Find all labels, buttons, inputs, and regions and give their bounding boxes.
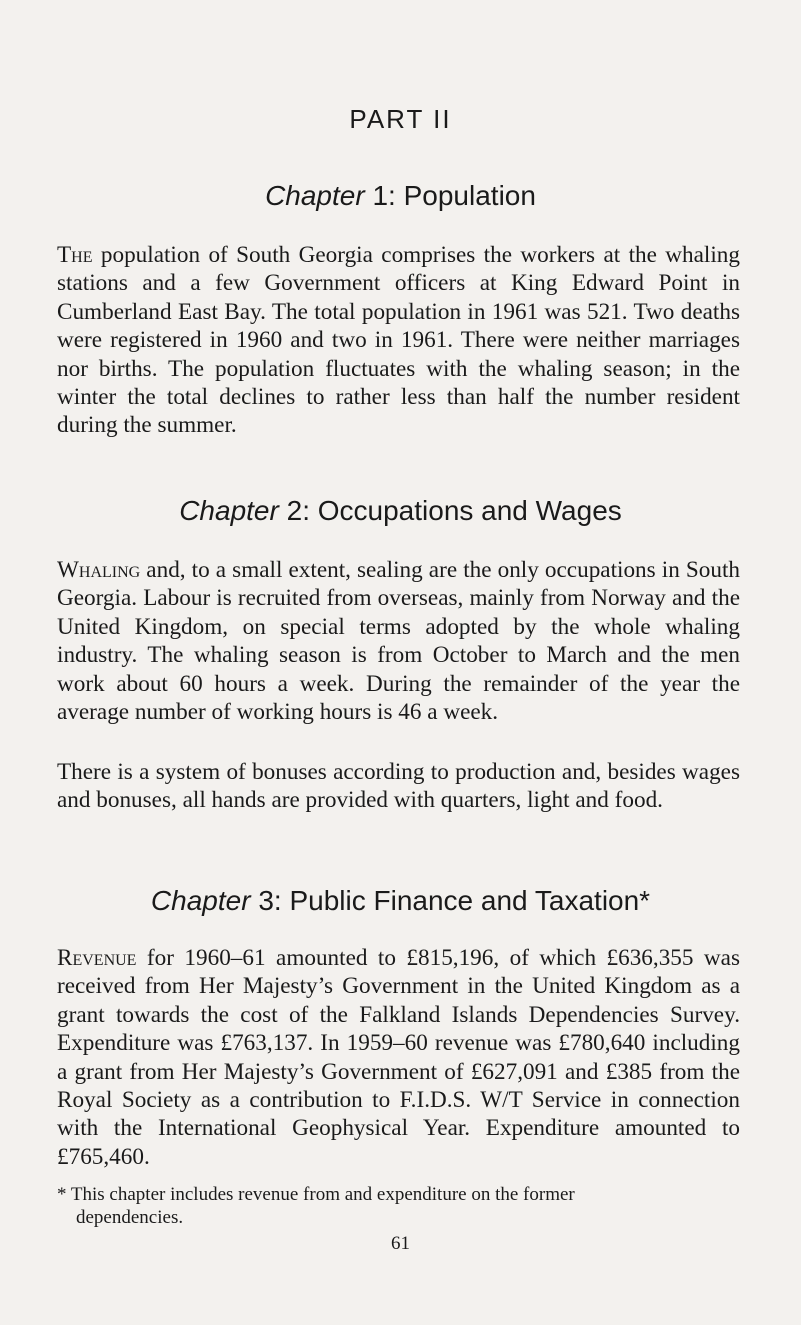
chapter-2-paragraph-2: There is a system of bonuses according to production and, besides wages and bonuses, all hands are provided with quarters, light and food. [57, 759, 740, 814]
chapter-1-paragraph-1-text: population of South Georgia comprises the workers at the whaling stations and a few Government officers at King Edward Point in Cumberland East Bay. The total population in 1961 was 521. Two deaths were registered in 1960 and two in 1961. There were neither marriages nor births. The population fluctuates with the whaling season; in the winter the total declines to rather less than half the number resident during the summer. [57, 242, 740, 439]
chapter-1-prefix: Chapter [265, 180, 365, 211]
chapter-1-paragraph-1 [57, 241, 740, 440]
part-heading: PART II [349, 104, 452, 134]
footnote [57, 1183, 740, 1229]
chapter-3-paragraph-1 [57, 944, 740, 1171]
chapter-3-heading [0, 885, 801, 917]
chapter-2-prefix: Chapter [179, 495, 279, 526]
chapter-2-paragraph-1-lead: Whaling [57, 557, 141, 583]
chapter-1-heading [0, 180, 801, 212]
page-number: 61 [391, 1233, 410, 1254]
chapter-2-title: : Occupations and Wages [302, 495, 622, 526]
chapter-2-paragraph-1-text: and, to a small extent, sealing are the only occupations in South Georgia. Labour is recruited from overseas, mainly from Norway and the United Kingdom, on special terms adopted by the whole whaling industry. The whaling season is from October to March and the men work about 60 hours a week. During the remainder of the year the average number of working hours is 46 a week. [57, 557, 740, 726]
chapter-3-paragraph-1-lead: Revenue [57, 945, 137, 971]
chapter-2-heading [0, 495, 801, 527]
chapter-1-title: : Population [388, 180, 536, 211]
footnote-line-2: dependencies. [76, 1207, 184, 1228]
chapter-3-number: 3 [258, 885, 274, 916]
chapter-3-title: : Public Finance and Taxation* [273, 885, 651, 916]
footnote-line-1: * This chapter includes revenue from and expenditure on the former [57, 1184, 575, 1205]
chapter-3-prefix: Chapter [150, 885, 251, 916]
chapter-1-number: 1 [372, 180, 389, 211]
chapter-1-paragraph-1-lead: The [57, 242, 93, 268]
chapter-2-number: 2 [286, 495, 303, 526]
chapter-2-paragraph-1 [57, 556, 740, 726]
chapter-3-paragraph-1-text: for 1960–61 amounted to £815,196, of which £636,355 was received from Her Majesty’s Government in the United Kingdom as a grant towards the cost of the Falkland Islands Dependencies Survey. Expenditure was £763,137. In 1959–60 revenue was £780,640 including a grant from Her Majesty’s Government of £627,091 and £385 from the Royal Society as a contribution to F.I.D.S. W/T Service in connection with the International Geophysical Year. Expenditure amounted to £765,460. [57, 945, 740, 1170]
